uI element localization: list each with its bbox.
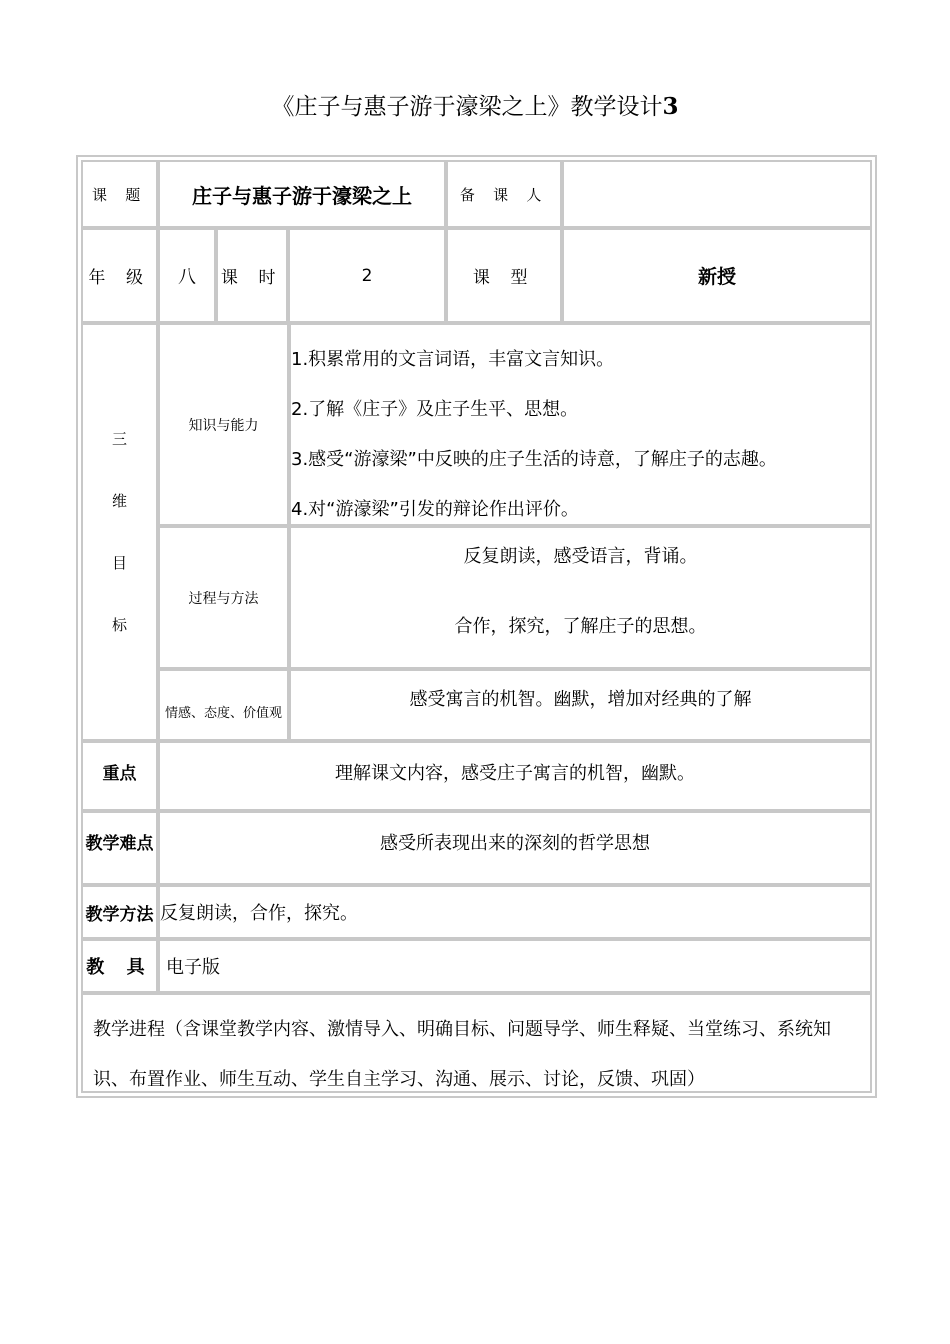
goals-label-char: 维: [111, 492, 127, 510]
knowledge-content: [289, 323, 872, 526]
preparer-label: 备 课 人: [446, 160, 562, 228]
teaching-progress: 教学进程（含课堂教学内容、激情导入、明确目标、问题导学、师生释疑、当堂练习、系统知识、布置作业、师生互动、学生自主学习、沟通、展示、讨论，反馈、巩固）: [81, 993, 872, 1093]
grade-label: 年 级: [81, 228, 158, 323]
knowledge-item: 3.感受“游濠梁”中反映的庄子生活的诗意，了解庄子的志趣。: [291, 449, 777, 470]
key-point-value: 理解课文内容，感受庄子寓言的机智，幽默。: [158, 741, 872, 811]
goals-label-char: 目: [111, 554, 127, 572]
title-text: 《庄子与惠子游于濠梁之上》教学设计: [271, 94, 663, 120]
process-item: 反复朗读，感受语言，背诵。: [463, 546, 698, 567]
hours-label: 课 时: [216, 228, 288, 323]
process-item: 合作，探究，了解庄子的思想。: [454, 616, 707, 637]
process-label: 过程与方法: [158, 526, 289, 669]
knowledge-item: 2.了解《庄子》及庄子生平、思想。: [291, 399, 579, 420]
topic-value: 庄子与惠子游于濠梁之上: [158, 160, 446, 228]
difficulty-value: 感受所表现出来的深刻的哲学思想: [158, 811, 872, 885]
tools-label: 教 具: [81, 939, 158, 993]
attitude-label: 情感、态度、价值观: [158, 669, 289, 741]
grade-value: 八: [158, 228, 216, 323]
method-label: 教学方法: [81, 885, 158, 939]
attitude-value: 感受寓言的机智。幽默，增加对经典的了解: [289, 669, 872, 741]
tools-value: 电子版: [158, 939, 872, 993]
key-point-label: 重点: [81, 741, 158, 811]
preparer-value: [562, 160, 872, 228]
knowledge-item: 4.对“游濠梁”引发的辩论作出评价。: [291, 499, 579, 520]
type-label: 课 型: [446, 228, 562, 323]
lesson-plan-table: [76, 155, 877, 1098]
topic-label: 课 题: [81, 160, 158, 228]
document-title: [0, 88, 950, 121]
three-dimensional-goals-label: [81, 323, 158, 741]
process-content: [289, 526, 872, 669]
knowledge-item: 1.积累常用的文言词语，丰富文言知识。: [291, 349, 615, 370]
hours-value: 2: [288, 228, 446, 323]
goals-label-char: 标: [111, 616, 127, 634]
method-value: 反复朗读，合作，探究。: [158, 885, 872, 939]
difficulty-label: 教学难点: [81, 811, 158, 885]
goals-label-char: 三: [111, 430, 127, 448]
knowledge-label: 知识与能力: [158, 323, 289, 526]
type-value: 新授: [562, 228, 872, 323]
title-number: 3: [662, 93, 679, 120]
